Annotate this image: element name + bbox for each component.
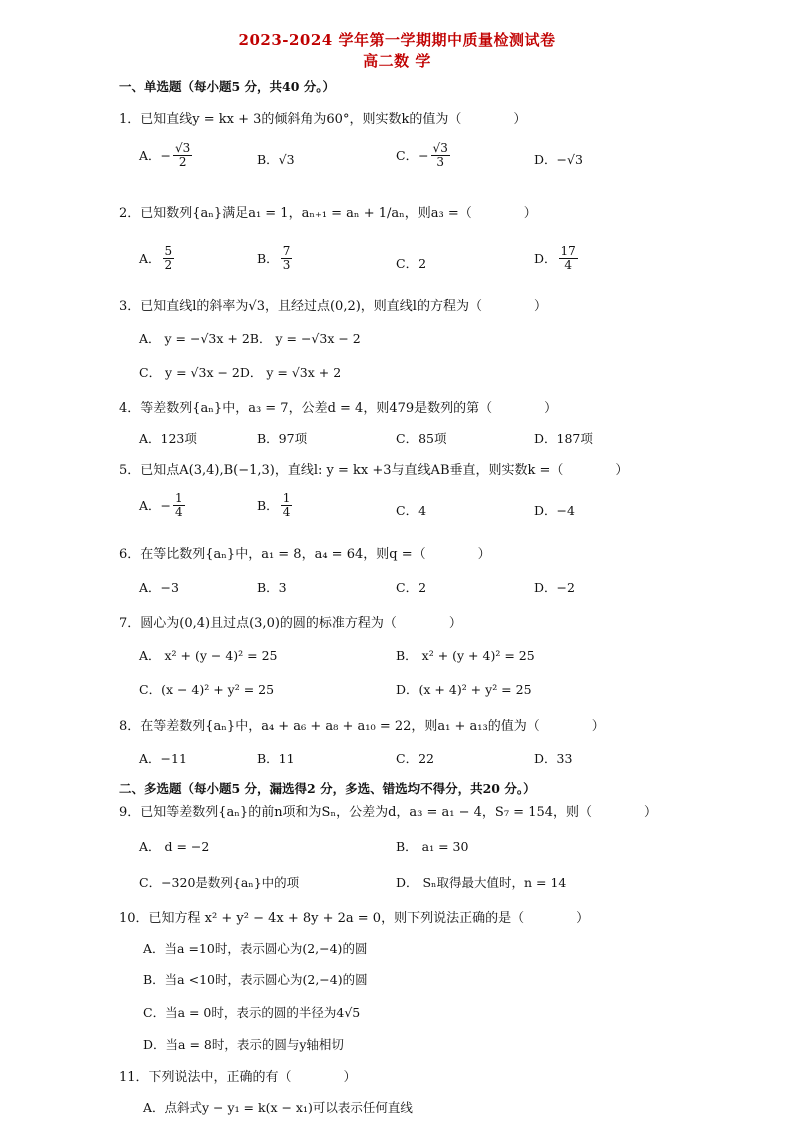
- q4-option-d: D．187项: [534, 431, 593, 446]
- question-6: 6．在等比数列{aₙ}中，a₁ = 8，a₄ = 64，则q =（ ）: [119, 547, 491, 562]
- q2-d-den: 4: [564, 257, 572, 272]
- question-7: 7．圆心为(0,4)且过点(3,0)的圆的标准方程为（ ）: [119, 616, 462, 631]
- q2-option-d: [534, 245, 580, 271]
- q1-c-num: √3: [432, 141, 448, 155]
- q2-a-fraction: [163, 245, 175, 271]
- question-11: 11．下列说法中，正确的有（ ）: [119, 1070, 357, 1085]
- q1-a-num: √3: [175, 141, 191, 155]
- q11-option-a: A．点斜式y − y₁ = k(x − x₁)可以表示任何直线: [143, 1100, 413, 1115]
- q5-b-fraction: [281, 492, 293, 518]
- q6-option-a: A．−3: [139, 580, 179, 595]
- question-4: 4．等差数列{aₙ}中，a₃ = 7，公差d = 4，则479是数列的第（ ）: [119, 401, 558, 416]
- q2-d-num: 17: [560, 244, 576, 258]
- q2-b-fraction: [281, 245, 293, 271]
- q8-option-c: C．22: [396, 751, 434, 766]
- q1-a-fraction: [173, 142, 192, 168]
- q5-a-label: A．−: [139, 498, 172, 514]
- q2-d-label: D．: [534, 251, 557, 267]
- q9-option-b: B． a₁ = 30: [396, 839, 469, 854]
- q6-option-d: D．−2: [534, 580, 575, 595]
- q1-a-label: A．−: [139, 148, 172, 164]
- q2-option-a: [139, 245, 176, 271]
- q7-option-b: B． x² + (y + 4)² = 25: [396, 648, 535, 663]
- q1-option-a: [139, 142, 194, 168]
- q6-option-b: B．3: [257, 580, 287, 595]
- section-single-choice: 一、单选题（每小题5 分，共40 分。）: [119, 79, 336, 94]
- q5-option-a: [139, 492, 187, 518]
- section-multi-choice: 二、多选题（每小题5 分，漏选得2 分，多选、错选均不得分，共20 分。）: [119, 781, 536, 796]
- q2-b-label: B．: [257, 251, 279, 267]
- q9-option-c: C．−320是数列{aₙ}中的项: [139, 875, 300, 890]
- q1-c-fraction: [431, 142, 450, 168]
- q1-a-den: 2: [178, 154, 187, 169]
- q9-option-a: A． d = −2: [139, 839, 210, 854]
- q5-a-den: 4: [175, 504, 183, 519]
- q8-option-d: D．33: [534, 751, 573, 766]
- q5-option-b: [257, 492, 294, 518]
- q5-a-num: 1: [175, 491, 183, 505]
- exam-subtitle: 高二数 学: [363, 52, 431, 70]
- q5-b-den: 4: [282, 504, 291, 519]
- q2-b-num: 7: [282, 244, 291, 258]
- q1-c-label: C．−: [396, 148, 429, 164]
- q4-option-a: A．123项: [139, 431, 197, 446]
- q7-option-a: A． x² + (y − 4)² = 25: [139, 648, 278, 663]
- q2-option-b: [257, 245, 294, 271]
- question-1: 1．已知直线y = kx + 3的倾斜角为60°，则实数k的值为（ ）: [119, 112, 527, 127]
- q2-option-c: C．2: [396, 256, 427, 271]
- q1-option-d: D．−√3: [534, 152, 583, 167]
- q1-option-c: [396, 142, 452, 168]
- q7-option-d: D．(x + 4)² + y² = 25: [396, 682, 532, 697]
- q8-option-a: A．−11: [139, 751, 187, 766]
- q1-c-den: 3: [436, 154, 444, 169]
- q6-option-c: C．2: [396, 580, 427, 595]
- q5-a-fraction: [173, 492, 185, 518]
- question-2: 2．已知数列{aₙ}满足a₁ = 1，aₙ₊₁ = aₙ + 1/aₙ，则a₃ =（ ）: [119, 206, 537, 221]
- q10-option-b: B．当a <10时，表示圆心为(2,−4)的圆: [143, 972, 368, 987]
- question-5: 5．已知点A(3,4),B(−1,3)，直线l: y = kx +3与直线AB垂直，则实数k =（ ）: [119, 463, 629, 478]
- q5-b-label: B．: [257, 498, 279, 514]
- q2-a-num: 5: [164, 244, 173, 258]
- q5-b-num: 1: [282, 491, 291, 505]
- question-8: 8．在等差数列{aₙ}中，a₄ + a₆ + a₈ + a₁₀ = 22，则a₁ + a₁₃的值为（ ）: [119, 719, 605, 734]
- q2-b-den: 3: [282, 257, 291, 272]
- q4-option-c: C．85项: [396, 431, 447, 446]
- q9-option-d: D． Sₙ取得最大值时，n = 14: [396, 875, 567, 890]
- exam-title: 2023-2024 学年第一学期期中质量检测试卷: [238, 31, 556, 49]
- q2-a-den: 2: [164, 257, 173, 272]
- q7-option-c: C．(x − 4)² + y² = 25: [139, 682, 275, 697]
- q1-option-b: B．√3: [257, 152, 295, 167]
- question-9: 9．已知等差数列{aₙ}的前n项和为Sₙ，公差为d，a₃ = a₁ − 4，S₇ = 154，则（ ）: [119, 805, 658, 820]
- q3-options-ab: A． y = −√3x + 2B． y = −√3x − 2: [139, 331, 361, 346]
- question-3: 3．已知直线l的斜率为√3，且经过点(0,2)，则直线l的方程为（ ）: [119, 299, 547, 314]
- q5-option-d: D．−4: [534, 503, 575, 518]
- q2-a-label: A．: [139, 251, 161, 267]
- q4-option-b: B．97项: [257, 431, 308, 446]
- q2-d-fraction: [559, 245, 578, 271]
- q5-option-c: C．4: [396, 503, 427, 518]
- q10-option-d: D．当a = 8时，表示的圆与y轴相切: [143, 1037, 344, 1052]
- q10-option-c: C．当a = 0时，表示的圆的半径为4√5: [143, 1005, 361, 1020]
- q10-option-a: A．当a =10时，表示圆心为(2,−4)的圆: [143, 941, 368, 956]
- q3-options-cd: C． y = √3x − 2D． y = √3x + 2: [139, 365, 342, 380]
- q8-option-b: B．11: [257, 751, 295, 766]
- question-10: 10．已知方程 x² + y² − 4x + 8y + 2a = 0，则下列说法正确的是（ ）: [119, 911, 590, 926]
